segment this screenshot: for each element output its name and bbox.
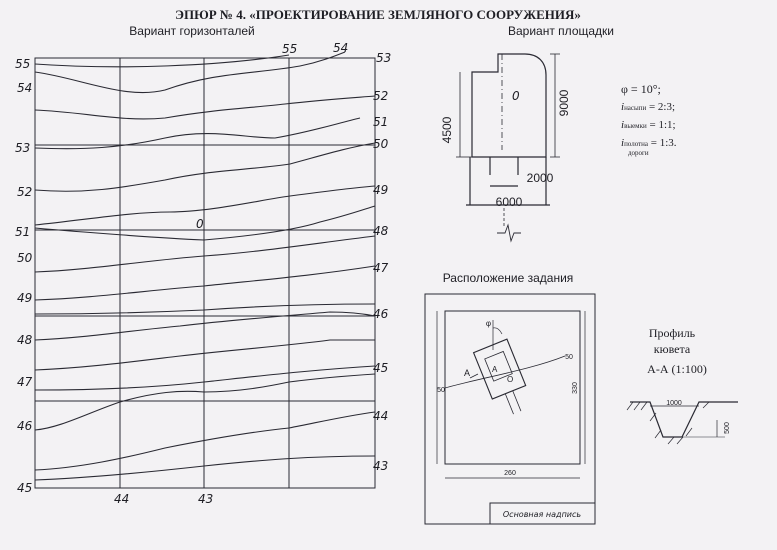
contour-label-right: 50 <box>373 137 389 151</box>
layout-dim-330: 330 <box>572 382 579 394</box>
contour-label-left: 51 <box>15 225 31 239</box>
site-dim-left: 4500 <box>440 116 454 144</box>
contour-label-left: 53 <box>15 141 31 155</box>
site-outline <box>456 54 560 241</box>
parameters <box>621 82 677 157</box>
param-fill: iнасыпи = 2:3; <box>621 101 676 113</box>
contour-heading: Вариант горизонталей <box>129 24 255 38</box>
param-road: iполотна = 1:3. <box>621 137 677 149</box>
layout-section-a-left: A <box>464 368 471 378</box>
site-variant <box>440 24 614 241</box>
contour-label-right: 46 <box>373 307 389 321</box>
contour-label-right: 45 <box>373 361 389 375</box>
site-dim-height: 9000 <box>557 89 571 117</box>
contour-label-top: 54 <box>333 41 349 55</box>
contour-point-label: 0 <box>196 217 204 231</box>
contour-right-labels <box>373 51 391 473</box>
profile-heading-1: Профиль <box>648 326 696 340</box>
param-road-sub: дороги <box>628 149 649 157</box>
layout-frame <box>425 294 595 524</box>
layout-phi-label: φ <box>485 319 491 328</box>
contour-label-right: 44 <box>373 409 389 423</box>
contour-label-right: 43 <box>373 459 389 473</box>
profile-section: А-А (1:100) <box>647 362 707 376</box>
profile-dim-side: 500 <box>724 422 731 434</box>
layout-stamp-label: Основная надпись <box>502 510 582 519</box>
contour-label-left: 55 <box>15 57 31 71</box>
contour-label-right: 49 <box>373 183 389 197</box>
contour-label-left: 47 <box>17 375 33 389</box>
param-phi: φ = 10°; <box>621 82 661 96</box>
site-dim-width: 6000 <box>495 195 523 209</box>
param-cut: iвыемки = 1:1; <box>621 119 676 131</box>
sheet-title: ЭПЮР № 4. «ПРОЕКТИРОВАНИЕ ЗЕМЛЯНОГО СООРУЖЕНИЯ» <box>175 7 581 22</box>
contour-label-right: 53 <box>376 51 392 65</box>
contour-label-bottom: 44 <box>114 492 130 506</box>
contour-label-left: 45 <box>17 481 33 495</box>
layout-dim-260: 260 <box>504 470 516 477</box>
site-dim-road: 2000 <box>526 171 554 185</box>
contour-label-left: 49 <box>17 291 33 305</box>
layout-heading: Расположение задания <box>442 271 574 285</box>
contour-label-left: 54 <box>17 81 33 95</box>
task-layout <box>425 271 595 524</box>
contour-label-top: 55 <box>282 42 298 56</box>
contour-lines <box>35 52 375 480</box>
layout-inner-frame <box>445 311 580 464</box>
contour-label-left: 48 <box>17 333 33 347</box>
layout-section-a-right: A <box>492 365 498 374</box>
layout-point-label: O <box>507 375 514 384</box>
contour-label-left: 52 <box>17 185 33 199</box>
contour-left-labels <box>15 57 33 495</box>
contour-label-right: 48 <box>373 224 389 238</box>
site-point-label: 0 <box>512 89 520 103</box>
contour-label-right: 47 <box>373 261 389 275</box>
profile-dim-top: 1000 <box>666 400 682 407</box>
profile-hatching <box>627 402 709 444</box>
site-heading: Вариант площадки <box>508 24 614 38</box>
contour-map <box>15 24 391 506</box>
layout-dim-50-left: 50 <box>437 387 445 394</box>
ditch-profile <box>627 326 738 444</box>
contour-label-bottom: 43 <box>198 492 214 506</box>
contour-label-left: 50 <box>17 251 33 265</box>
profile-heading-2: кювета <box>653 342 691 356</box>
layout-dim-50-right: 50 <box>565 354 573 361</box>
contour-label-right: 51 <box>373 115 389 129</box>
contour-label-right: 52 <box>373 89 389 103</box>
contour-label-left: 46 <box>17 419 33 433</box>
